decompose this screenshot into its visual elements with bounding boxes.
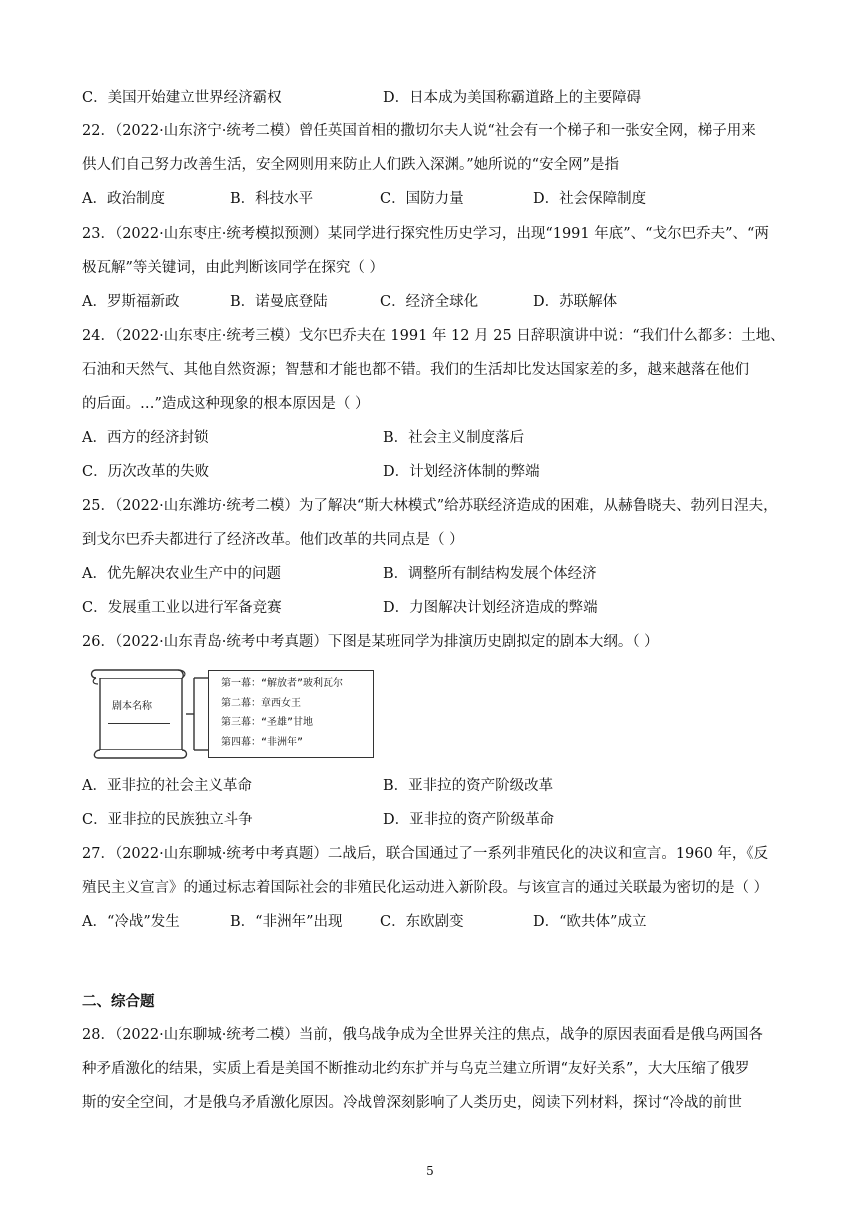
q23-option-a: A．罗斯福新政 (82, 294, 180, 310)
q24-option-b: B．社会主义制度落后 (383, 430, 525, 446)
q24-options-row2 (82, 462, 540, 482)
page-number: 5 (426, 1164, 434, 1178)
q21-option-c: C．美国开始建立世界经济霸权 (82, 90, 282, 106)
q28-line1: 28．（2022·山东聊城·统考二模）当前，俄乌战争成为全世界关注的焦点，战争的原因表面看是俄乌两国各 (82, 1027, 763, 1043)
q21-options-row (82, 88, 641, 108)
q25-line2: 到戈尔巴乔夫都进行了经济改革。他们改革的共同点是（ ） (82, 532, 464, 548)
script-acts-list (208, 670, 374, 758)
q22-option-a: A．政治制度 (82, 191, 165, 207)
q27-line1: 27．（2022·山东聊城·统考中考真题）二战后，联合国通过了一系列非殖民化的决议和宣言。1960 年，《反 (82, 846, 769, 862)
q25-line1: 25．（2022·山东潍坊·统考二模）为了解决“斯大林模式”给苏联经济造成的困难，从赫鲁晓夫、勃列日涅夫， (82, 498, 778, 514)
q27-line2: 殖民主义宣言》的通过标志着国际社会的非殖民化运动进入新阶段。与该宣言的通过关联最为密切的是（ ） (82, 880, 769, 896)
q26-option-a: A．亚非拉的社会主义革命 (82, 778, 252, 794)
q26-option-b: B．亚非拉的资产阶级改革 (383, 778, 554, 794)
q24-option-c: C．历次改革的失败 (82, 464, 210, 480)
q24-line2: 石油和天然气、其他自然资源；智慧和才能也都不错。我们的生活却比发达国家差的多，越来越落在他们 (82, 362, 749, 378)
q23-option-b: B．诺曼底登陆 (230, 294, 328, 310)
q24-line1: 24．（2022·山东枣庄·统考三模）戈尔巴乔夫在 1991 年 12 月 25 日辞职演讲中说：“我们什么都多：土地、 (82, 328, 785, 344)
q27-option-c: C．东欧剧变 (380, 914, 464, 930)
q22-options (82, 189, 646, 209)
q26-line1: 26．（2022·山东青岛·统考中考真题）下图是某班同学为排演历史剧拟定的剧本大纲。（ ） (82, 634, 659, 650)
q22-option-c: C．国防力量 (380, 191, 464, 207)
section-heading: 二、综合题 (82, 994, 155, 1010)
q25-option-b: B．调整所有制结构发展个体经济 (383, 566, 597, 582)
q23-line1: 23．（2022·山东枣庄·统考模拟预测）某同学进行探究性历史学习，出现“1991 年底”、“戈尔巴乔夫”、“两 (82, 226, 769, 242)
q25-option-d: D．力图解决计划经济造成的弊端 (383, 600, 598, 616)
q25-options-row1 (82, 564, 597, 584)
q24-line3: 的后面。…”造成这种现象的根本原因是（ ） (82, 396, 370, 412)
script-title-label: 剧本名称 (112, 701, 152, 712)
q22-option-d: D．社会保障制度 (533, 191, 647, 207)
script-title-blank (108, 723, 170, 724)
q22-line2: 供人们自己努力改善生活，安全网则用来防止人们跌入深渊。”她所说的“安全网”是指 (82, 157, 619, 173)
script-outline-figure (82, 662, 382, 762)
q25-option-a: A．优先解决农业生产中的问题 (82, 566, 281, 582)
q26-options-row2 (82, 810, 554, 830)
q28-line2: 种矛盾激化的结果，实质上看是美国不断推动北约东扩并与乌克兰建立所谓“友好关系”，大大压缩了俄罗 (82, 1061, 750, 1077)
act-1: 第一幕：“解放者”玻利瓦尔 (221, 678, 344, 689)
q25-option-c: C．发展重工业以进行军备竞赛 (82, 600, 282, 616)
q22-line1: 22．（2022·山东济宁·统考二模）曾任英国首相的撒切尔夫人说“社会有一个梯子和一张安全网，梯子用来 (82, 123, 756, 139)
q26-option-c: C．亚非拉的民族独立斗争 (82, 812, 253, 828)
q23-line2: 极瓦解”等关键词，由此判断该同学在探究（ ） (82, 260, 385, 276)
q22-option-b: B．科技水平 (230, 191, 314, 207)
q27-option-a: A．“冷战”发生 (82, 914, 180, 930)
q24-options-row1 (82, 428, 524, 448)
q21-option-d: D．日本成为美国称霸道路上的主要障碍 (383, 90, 642, 106)
q23-options (82, 292, 617, 312)
act-3: 第三幕：“圣雄”甘地 (221, 717, 314, 728)
q25-options-row2 (82, 598, 598, 618)
q23-option-c: C．经济全球化 (380, 294, 479, 310)
q23-option-d: D．苏联解体 (533, 294, 618, 310)
q28-line3: 斯的安全空间，才是俄乌矛盾激化原因。冷战曾深刻影响了人类历史，阅读下列材料，探讨“冷战的前世 (82, 1095, 742, 1111)
act-2: 第二幕：章西女王 (221, 697, 301, 709)
q27-option-b: B．“非洲年”出现 (230, 914, 343, 930)
q24-option-d: D．计划经济体制的弊端 (383, 464, 540, 480)
q27-option-d: D．“欧共体”成立 (533, 914, 647, 930)
q26-options-row1 (82, 776, 553, 796)
act-4: 第四幕：“非洲年” (221, 736, 304, 748)
q24-option-a: A．西方的经济封锁 (82, 430, 209, 446)
q26-option-d: D．亚非拉的资产阶级革命 (383, 812, 555, 828)
q27-options (82, 912, 646, 932)
